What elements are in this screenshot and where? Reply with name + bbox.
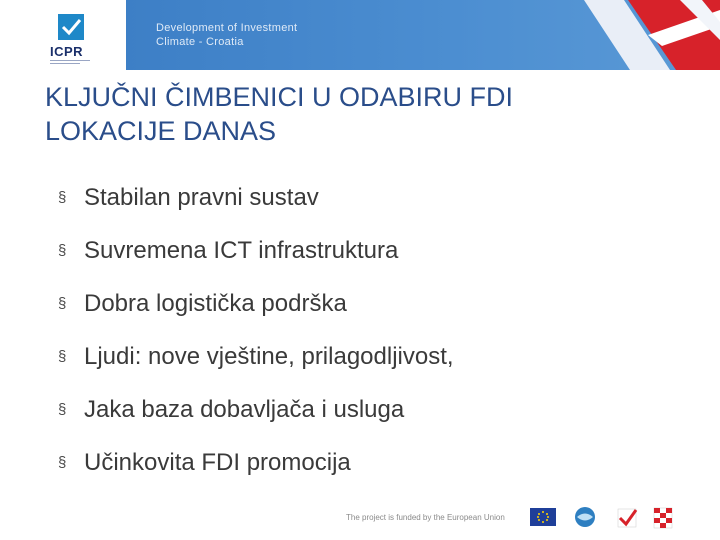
bullet-text: Učinkovita FDI promocija (84, 449, 351, 476)
bullet-text: Suvremena ICT infrastruktura (84, 237, 399, 264)
bullet-list (58, 176, 454, 494)
header (0, 0, 720, 70)
icpr-small-logo-icon (618, 509, 636, 527)
bullet-marker: § (58, 401, 67, 418)
bullet-marker: § (58, 348, 67, 365)
bullet-marker: § (58, 242, 67, 259)
croatia-coat-of-arms-icon (654, 508, 672, 528)
bullet-marker: § (58, 189, 67, 206)
logo-tagline-mark (50, 59, 90, 65)
checkmark-icon (58, 14, 84, 40)
flag-graphic (584, 0, 720, 70)
icpr-logo (0, 0, 126, 70)
partner-logos (530, 506, 690, 530)
bullet-text: Stabilan pravni sustav (84, 184, 319, 211)
title-line-1: KLJUČNI ČIMBENICI U ODABIRU FDI (45, 82, 514, 112)
banner-title: Development of Investment (156, 22, 298, 34)
list-item (58, 282, 454, 335)
bullet-marker: § (58, 295, 67, 312)
list-item (58, 388, 454, 441)
bullet-text: Ljudi: nove vještine, prilagodljivost, (84, 343, 454, 370)
slide-title (45, 80, 685, 148)
bullet-marker: § (58, 454, 67, 471)
bullet-text: Jaka baza dobavljača i usluga (84, 396, 405, 423)
list-item (58, 441, 454, 494)
list-item (58, 176, 454, 229)
eu-flag-icon (530, 508, 556, 526)
logo-text: ICPR (50, 44, 84, 59)
funding-note: The project is funded by the European Union (346, 513, 505, 522)
header-banner (126, 0, 720, 70)
list-item (58, 335, 454, 388)
partner-agency-icon (575, 507, 595, 527)
title-line-2: LOKACIJE DANAS (45, 116, 277, 146)
list-item (58, 229, 454, 282)
bullet-text: Dobra logistička podrška (84, 290, 347, 317)
banner-subtitle: Climate - Croatia (156, 36, 244, 48)
